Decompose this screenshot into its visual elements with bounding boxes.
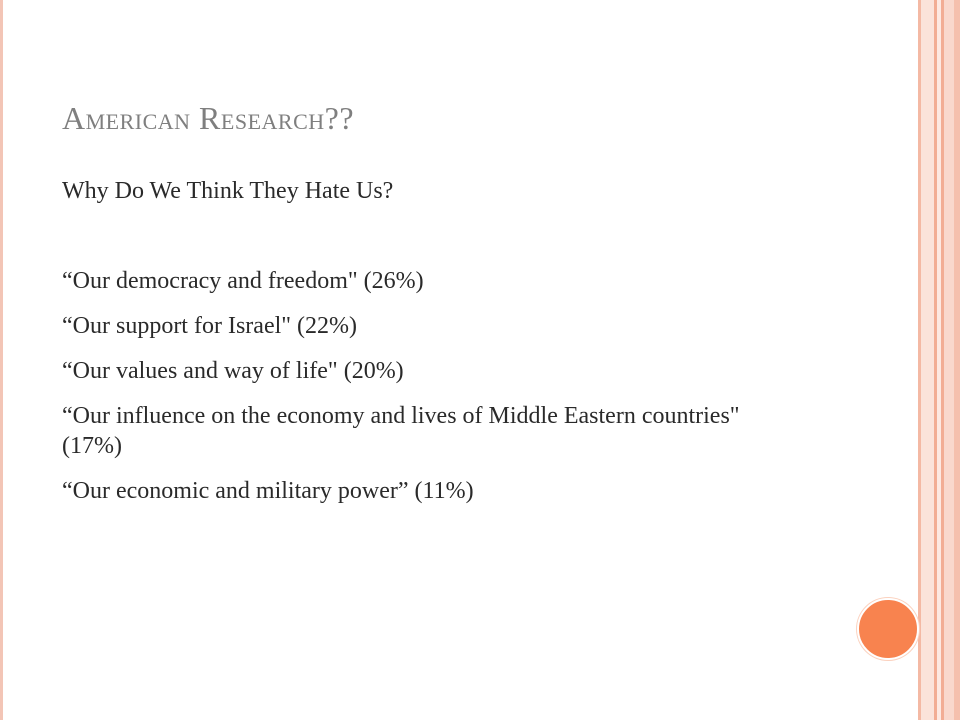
stripe bbox=[944, 0, 954, 720]
stripe bbox=[954, 0, 960, 720]
list-item: “Our influence on the economy and lives of Middle Eastern countries" (17%) bbox=[62, 403, 740, 459]
left-border bbox=[0, 0, 3, 720]
slide-title-main: American Research bbox=[62, 100, 325, 136]
slide-subtitle: Why Do We Think They Hate Us? bbox=[62, 178, 394, 204]
slide-title-suffix: ?? bbox=[324, 100, 355, 136]
list-item: “Our support for Israel" (22%) bbox=[62, 313, 358, 339]
slide-title bbox=[62, 100, 354, 137]
orange-circle-icon bbox=[857, 598, 919, 660]
slide-body bbox=[62, 176, 802, 521]
list-item: “Our values and way of life" (20%) bbox=[62, 358, 404, 384]
list-item: “Our economic and military power” (11%) bbox=[62, 478, 474, 504]
right-decorative-stripes bbox=[918, 0, 960, 720]
stripe bbox=[921, 0, 934, 720]
list-item: “Our democracy and freedom" (26%) bbox=[62, 268, 424, 294]
